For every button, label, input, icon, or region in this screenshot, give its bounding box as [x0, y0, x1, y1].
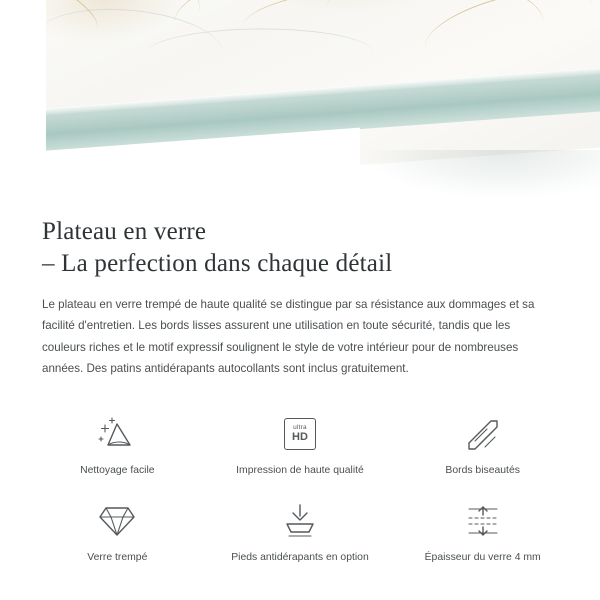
bevelled-edges-icon [465, 412, 501, 456]
feature-label: Verre trempé [87, 552, 148, 564]
description-paragraph: Le plateau en verre trempé de haute qualité se distingue par sa résistance aux dommages et sa facilité d'entretien. Les bords lisses assurent une utilisation en toute sécurité, tandis que les couleurs riches et le motif expressif soulignent le style de votre intérieur pour de nombreuses années. Des patins antidérapants autocollants sont inclus gratuitement. [42, 298, 535, 376]
ultra-hd-bottom-text: HD [292, 431, 308, 443]
diamond-icon [98, 499, 136, 543]
page-title [42, 216, 558, 280]
headline-line-1: Plateau en verre [42, 218, 207, 245]
feature-item-anti-slip-feet [209, 493, 392, 569]
headline-line-2: – La perfection dans chaque détail [42, 250, 393, 277]
anti-slip-foot-icon [281, 499, 319, 543]
feature-label: Pieds antidérapants en option [231, 552, 369, 564]
text-content [0, 200, 600, 380]
marble-vein [143, 28, 376, 80]
hero-corner-shadow [360, 150, 600, 200]
feature-item-glass-thickness [391, 493, 574, 569]
feature-item-easy-cleaning [26, 406, 209, 482]
feature-item-print-quality [209, 406, 392, 482]
feature-grid [0, 406, 600, 569]
sparkle-cloth-icon [96, 412, 138, 456]
feature-label: Épaisseur du verre 4 mm [424, 552, 541, 564]
ultra-hd-top-text: ultra [293, 423, 307, 431]
feature-label: Impression de haute qualité [236, 464, 364, 476]
bottom-spacer [0, 595, 600, 600]
feature-label: Bords biseautés [445, 464, 520, 476]
feature-item-bevelled-edges [391, 406, 574, 482]
ultra-hd-icon [284, 412, 316, 456]
hero-image [0, 0, 600, 200]
thickness-arrows-icon [465, 499, 501, 543]
feature-item-tempered-glass [26, 493, 209, 569]
feature-label: Nettoyage facile [80, 464, 155, 476]
